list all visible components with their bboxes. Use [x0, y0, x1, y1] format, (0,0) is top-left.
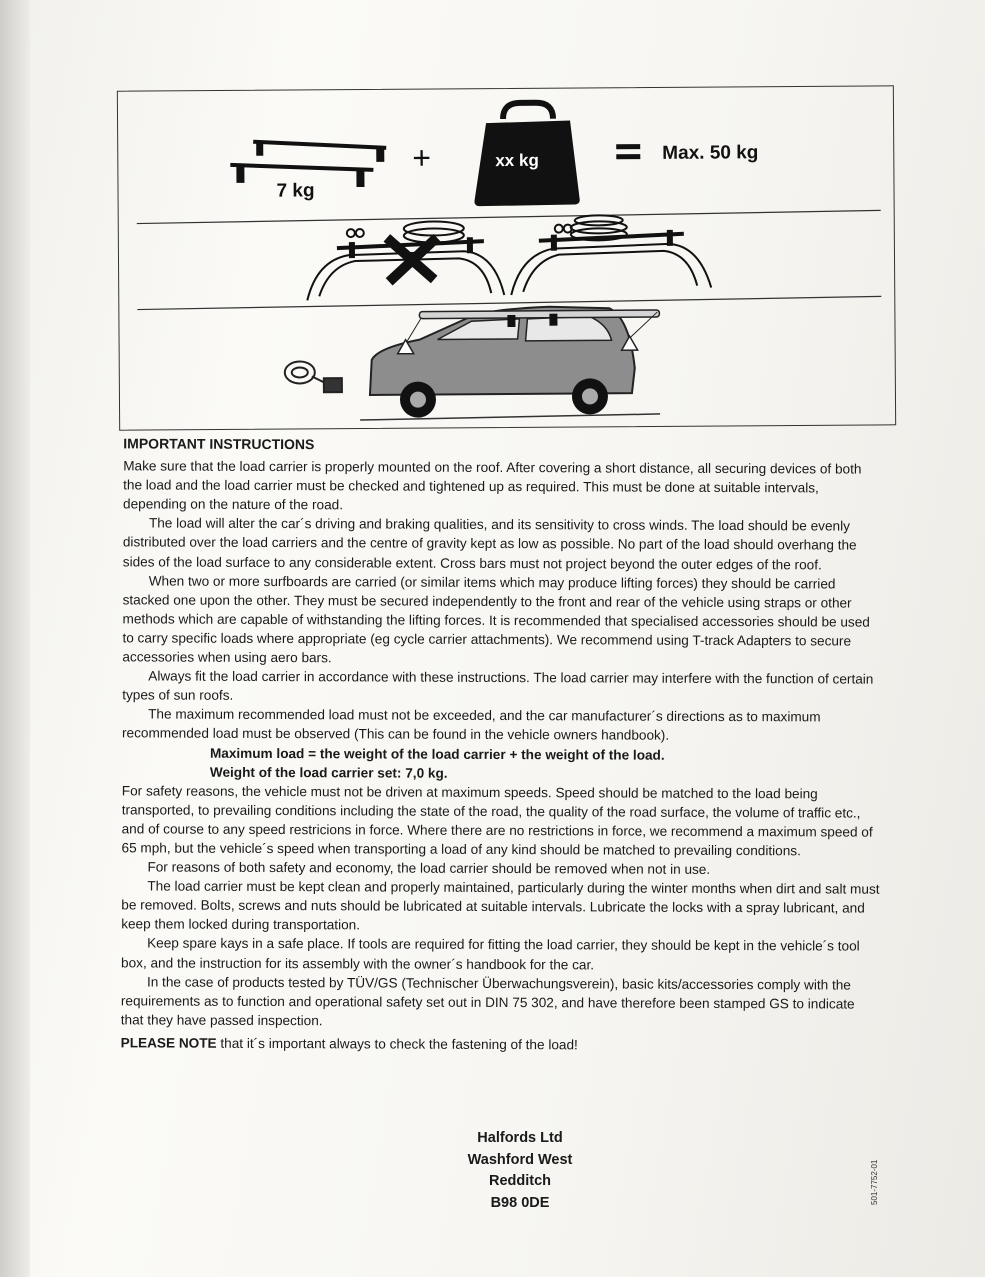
- document-code: 501-7752-01: [870, 1159, 879, 1205]
- paragraph-4: Always fit the load carrier in accordance with these instructions. The load carrier may interfere with the function of certain types of sun roofs.: [122, 668, 874, 704]
- paragraph-2: The load will alter the car´s driving and braking qualities, and its sensitivity to cross winds. The load should be evenly distributed over the load carriers and the centre of gravity kept as low as possible. No part of the load should overhang the sides of the load surface to any considerable extent. Cross bars must not project beyond the outer edges of the roof.: [122, 515, 857, 572]
- address-line-1: Halfords Ltd: [477, 1130, 563, 1146]
- paragraph-5: The maximum recommended load must not be exceeded, and the car manufacturer´s directions as to maximum recommended load must be observed (This can be found in the vehicle owners handbook).: [122, 706, 821, 744]
- illustration-drawing: [118, 86, 895, 429]
- paragraph-6: For safety reasons, the vehicle must not be driven at maximum speeds. Speed should be matched to the load being transported, to prevailing conditions including the state of the road, the quality of the road surface, the volume of traffic etc., and of course to any speed restricions in force. Where there are no restrictions in force, we recommend a maximum speed of 65 mph, but the vehicle´s speed when transporting a load of any kind should be matched to prevailing conditions.: [121, 783, 873, 859]
- please-note-label: PLEASE NOTE: [120, 1035, 217, 1051]
- paragraph-7: For reasons of both safety and economy, the load carrier should be removed when not in use.: [147, 859, 711, 877]
- illustration-panel: [117, 85, 896, 430]
- bars-weight-label: 7 kg: [276, 180, 315, 202]
- please-note: [121, 1033, 881, 1055]
- formula-max-load: Maximum load = the weight of the load carrier + the weight of the load.: [209, 745, 665, 763]
- max-load-label: Max. 50 kg: [662, 142, 759, 164]
- paragraph-9: Keep spare kays in a safe place. If tools are required for fitting the load carrier, they should be kept in the vehicle´s tool box, and the instruction for its assembly with the owner´s handbook for the car.: [121, 935, 860, 972]
- instructions-heading: IMPORTANT INSTRUCTIONS: [123, 435, 315, 453]
- address-line-3: Redditch: [488, 1173, 552, 1189]
- paragraph-1: Make sure that the load carrier is properly mounted on the roof. After covering a short distance, all securing devices of both the load and the load carrier must be checked and tightened up as required. This must be done at suitable intervals, depending on the nature of the road.: [123, 458, 862, 513]
- strap-icon: [285, 361, 342, 392]
- incorrect-roof-load-icon: [307, 221, 505, 300]
- car-with-load-icon: [359, 306, 660, 420]
- load-weight-label: xx kg: [495, 150, 539, 171]
- correct-roof-load-icon: [511, 215, 712, 295]
- paragraph-3: When two or more surfboards are carried (or similar items which may produce lifting forces) they should be carried stacked one upon the other. They must be secured independently to the front and rear of the vehicle using straps or other methods which are capable of withstanding the lifting forces. It is recommended that specialised accessories should be used to carry specific loads where appropriate (eg cycle carrier attachments). We recommend using T-track Adapters to secure accessories when using aero bars.: [122, 573, 870, 666]
- address-line-4: B98 0DE: [490, 1194, 550, 1211]
- equals-icon: [616, 144, 640, 159]
- formula-carrier-weight: Weight of the load carrier set: 7,0 kg.: [209, 764, 448, 781]
- paragraph-10: In the case of products tested by TÜV/GS (Technischer Überwachungsverein), basic kits/accessories comply with the requirements as to function and operational safety set out in DIN 75 302, and have therefore been stamped GS to indicate that they have passed inspection.: [120, 974, 855, 1029]
- page-fold: [0, 0, 30, 1277]
- instructions-body: [121, 434, 884, 1055]
- plus-label: +: [412, 139, 432, 176]
- address-line-2: Washford West: [467, 1151, 573, 1168]
- company-address: [420, 1128, 620, 1214]
- paragraph-8: The load carrier must be kept clean and properly maintained, particularly during the winter months when dirt and salt must be removed. Bolts, screws and nuts should be lubricated at suitable intervals. Lubricate the locks with a spray lubricant, and keep them locked during transportation.: [121, 878, 880, 933]
- please-note-text: that it´s important always to check the fastening of the load!: [216, 1035, 578, 1053]
